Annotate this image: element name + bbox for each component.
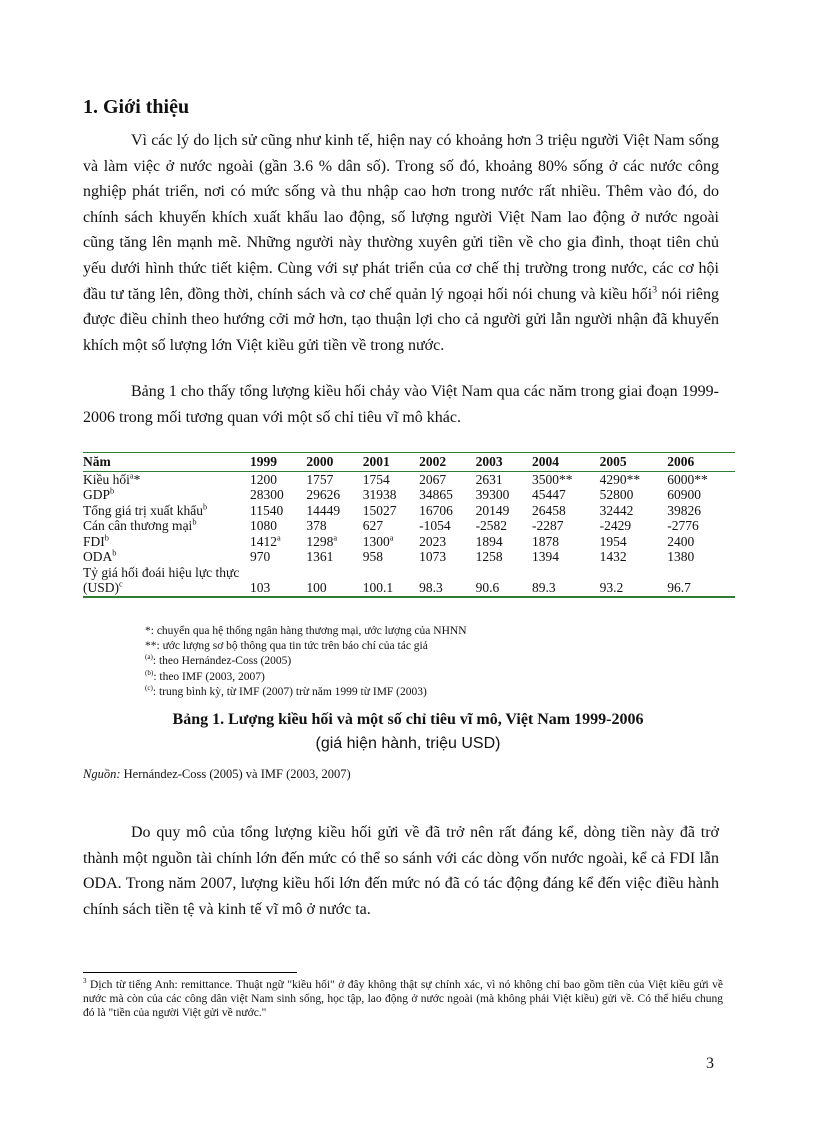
table-cell xyxy=(667,471,735,487)
table-cell xyxy=(363,518,419,534)
cell-value: 970 xyxy=(250,549,271,564)
row-label-text: Cán cân thương mại xyxy=(83,518,193,533)
table-cell xyxy=(306,549,362,565)
cell-value: 4290** xyxy=(599,471,641,487)
cell-value: 31938 xyxy=(362,487,397,502)
table-cell xyxy=(667,518,735,534)
cell-value: 11540 xyxy=(250,502,284,518)
table-cell xyxy=(476,565,532,597)
intro-paragraph xyxy=(83,128,719,358)
header-year: 2002 xyxy=(419,454,447,469)
row-label-sup: b xyxy=(110,486,115,496)
cell-sup: a xyxy=(389,533,394,542)
table-cell xyxy=(363,471,419,487)
row-label-text: Tổng giá trị xuất khẩu xyxy=(83,502,203,518)
row-label-text: Kiều hối xyxy=(83,471,130,487)
table-cell xyxy=(363,565,419,597)
table-caption-subtitle: (giá hiện hành, triệu USD) xyxy=(315,735,501,752)
table-cell xyxy=(250,503,306,519)
cell-value: 14449 xyxy=(306,502,341,518)
table-cell xyxy=(667,503,735,519)
table-cell xyxy=(600,534,668,550)
note-line xyxy=(145,639,467,654)
cell-value: 39300 xyxy=(475,487,510,502)
cell-value: 1432 xyxy=(599,549,627,564)
cell-value: -1054 xyxy=(419,518,451,533)
table-cell xyxy=(532,503,600,519)
table-header-row xyxy=(83,453,735,472)
cell-value: 100.1 xyxy=(362,580,394,595)
cell-value: 20149 xyxy=(475,502,510,518)
cell-value: 96.7 xyxy=(667,580,691,595)
header-year: 2003 xyxy=(475,454,503,469)
table-cell xyxy=(306,471,362,487)
table-caption: Bảng 1. Lượng kiều hối và một số chỉ tiêu vĩ mô, Việt Nam 1999-2006 xyxy=(172,711,644,728)
table-cell xyxy=(250,565,306,597)
row-label-sup: b xyxy=(104,533,109,542)
cell-value: 2023 xyxy=(419,533,447,549)
table-cell xyxy=(306,487,362,503)
section-heading: 1. Giới thiệu xyxy=(83,96,190,118)
cell-value: 1298 xyxy=(306,533,334,549)
cell-value: 98.3 xyxy=(419,580,443,595)
row-label xyxy=(83,534,250,550)
table-row xyxy=(83,471,735,487)
note-line xyxy=(145,685,467,700)
note-marker: (a) xyxy=(145,653,153,662)
cell-value: 39826 xyxy=(667,502,702,518)
note-marker: (c) xyxy=(145,683,153,692)
remittance-table xyxy=(83,452,735,598)
footnote-ref[interactable]: 3 xyxy=(652,284,658,296)
cell-value: 60900 xyxy=(667,487,702,502)
note-text: **: ước lượng sơ bộ thông qua tin tức trên báo chí của tác giả xyxy=(145,640,428,653)
table-cell xyxy=(532,471,600,487)
cell-value: 52800 xyxy=(599,487,634,502)
table-cell xyxy=(532,549,600,565)
note-line xyxy=(145,654,467,669)
intro-text-part2: nói riêng được điều chỉnh theo hướng cởi mở hơn, tạo thuận lợi cho cả người gửi lẫn người nhận đã khuyến khích một số lượng lớn Việt kiều gửi tiền về trong nước. xyxy=(83,285,720,354)
footnote xyxy=(83,978,723,1021)
note-text: : theo Hernández-Coss (2005) xyxy=(152,655,292,668)
table-cell xyxy=(419,549,475,565)
cell-value: 1300 xyxy=(362,533,390,549)
cell-value: 90.6 xyxy=(475,580,500,595)
cell-value: 1080 xyxy=(250,518,277,533)
cell-value: 1412 xyxy=(250,533,277,549)
table-row xyxy=(83,518,735,534)
table-cell xyxy=(363,534,419,550)
footnote-text: Dịch từ tiếng Anh: remittance. Thuật ngữ "kiều hối" ở đây không thật sự chính xác, vì nó không chỉ bao gồm tiền của Việt kiều gửi về nước mà còn của các công dân việt Nam sinh sống, học tập, lao động ở nước ngoài (mà không phải Việt kiều) gửi về. Có thể hiểu chung đó là "tiền của người Việt gửi về nước." xyxy=(83,979,723,1020)
table-cell xyxy=(476,549,532,565)
row-label-sup: c xyxy=(119,579,123,589)
table-cell xyxy=(476,487,532,503)
cell-value: 1380 xyxy=(667,549,695,564)
row-label xyxy=(83,503,250,519)
header-year: 2005 xyxy=(599,454,627,469)
cell-value: 93.2 xyxy=(599,580,624,595)
table-row xyxy=(83,487,735,503)
cell-value: 89.3 xyxy=(531,580,556,595)
table-cell xyxy=(250,534,306,550)
table-cell xyxy=(419,471,475,487)
cell-value: 29626 xyxy=(306,487,341,502)
row-label-sup: b xyxy=(202,502,208,511)
source-text: Hernández-Coss (2005) và IMF (2003, 2007) xyxy=(120,767,351,781)
cell-value: 103 xyxy=(250,580,271,595)
header-year-label: Năm xyxy=(83,454,111,469)
row-label-sup: b xyxy=(112,548,117,558)
cell-value: 32442 xyxy=(599,502,634,518)
table-cell xyxy=(600,565,668,597)
cell-value: 2067 xyxy=(419,471,447,487)
cell-value: 2400 xyxy=(667,533,695,549)
cell-value: 45447 xyxy=(531,487,566,502)
row-label-suffix: * xyxy=(133,471,141,487)
header-year: 2006 xyxy=(667,454,695,469)
row-label xyxy=(83,471,250,487)
header-year: 2000 xyxy=(306,454,334,469)
cell-value: 2631 xyxy=(475,471,503,487)
table-cell xyxy=(419,487,475,503)
cell-value: 1894 xyxy=(475,533,503,549)
header-year: 2001 xyxy=(362,454,390,469)
intro-text-part1: Vì các lý do lịch sử cũng như kinh tế, hiện nay có khoảng hơn 3 triệu người Việt Nam sống và làm việc ở nước ngoài (gần 3.6 % dân số). Trong số đó, khoảng 80% sống ở các nước công nghiệp phát triển, nơi có mức sống và thu nhập cao hơn trong nước rất nhiều. Thêm vào đó, do chính sách khuyến khích xuất khẩu lao động, số lượng người Việt Nam lao động ở nước ngoài cũng tăng lên mạnh mẽ. Những người này thường xuyên gửi tiền về cho gia đình, thoạt tiên chủ yếu dưới hình thức tiết kiệm. Cùng với sự phát triển của cơ chế thị trường trong nước, các cơ hội đầu tư tăng lên, đồng thời, chính sách và cơ chế quản lý ngoại hối nói chung và kiều hối xyxy=(83,132,719,303)
cell-value: 16706 xyxy=(419,502,453,518)
table-cell xyxy=(476,471,532,487)
table-cell xyxy=(306,534,362,550)
table-row xyxy=(83,503,735,519)
note-text: : theo IMF (2003, 2007) xyxy=(153,670,265,683)
table-cell xyxy=(476,518,532,534)
table-cell xyxy=(419,503,475,519)
table-cell xyxy=(476,534,532,550)
table-cell xyxy=(250,549,306,565)
table-row xyxy=(83,549,735,565)
cell-value: 1878 xyxy=(531,533,559,549)
cell-value: 26458 xyxy=(531,502,566,518)
row-label-text: Tỷ giá hối đoái hiệu lực thực (USD) xyxy=(83,564,240,595)
note-text: *: chuyển qua hệ thống ngân hàng thương mại, ước lượng của NHNN xyxy=(145,625,467,637)
cell-sup: a xyxy=(277,533,281,542)
note-text: : trung bình kỳ, từ IMF (2007) trừ năm 1999 từ IMF (2003) xyxy=(152,685,427,698)
cell-value: 1757 xyxy=(306,471,334,487)
table-cell xyxy=(306,503,362,519)
table-cell xyxy=(306,565,362,597)
row-label xyxy=(83,487,250,503)
note-line xyxy=(145,624,467,639)
cell-value: 1073 xyxy=(419,549,447,564)
table-cell xyxy=(532,487,600,503)
cell-value: 627 xyxy=(362,518,384,533)
cell-value: 958 xyxy=(362,549,384,564)
table-cell xyxy=(306,518,362,534)
row-label-text: ODA xyxy=(83,549,113,564)
footnote-divider xyxy=(83,972,297,973)
table-cell xyxy=(419,518,475,534)
table-row xyxy=(83,565,735,597)
row-label xyxy=(83,549,250,565)
table-body xyxy=(83,471,735,597)
table-cell xyxy=(419,565,475,597)
table-cell xyxy=(667,534,735,550)
cell-value: -2776 xyxy=(667,518,699,533)
cell-value: 1200 xyxy=(250,471,277,487)
cell-value: 34865 xyxy=(419,487,453,502)
table-cell xyxy=(600,518,668,534)
table-cell xyxy=(600,471,668,487)
note-marker: (b) xyxy=(145,668,154,677)
table-cell xyxy=(600,487,668,503)
cell-value: 3500** xyxy=(531,471,573,487)
table-cell xyxy=(532,518,600,534)
row-label xyxy=(83,518,250,534)
table-cell xyxy=(476,503,532,519)
row-label-sup: a xyxy=(129,471,134,480)
row-label-sup: b xyxy=(192,517,197,527)
cell-value: -2287 xyxy=(531,518,564,533)
cell-value: 1394 xyxy=(531,549,559,564)
table-cell xyxy=(250,471,306,487)
cell-value: 1954 xyxy=(599,533,627,549)
table-cell xyxy=(363,503,419,519)
table-cell xyxy=(600,549,668,565)
table-notes xyxy=(145,624,467,700)
table-cell xyxy=(667,487,735,503)
cell-value: 28300 xyxy=(250,487,284,502)
row-label-text: GDP xyxy=(83,487,111,502)
table-intro-paragraph: Bảng 1 cho thấy tổng lượng kiều hối chảy vào Việt Nam qua các năm trong giai đoạn 1999-2006 trong mối tương quan với một số chỉ tiêu vĩ mô khác. xyxy=(83,383,719,426)
cell-value: 1754 xyxy=(362,471,390,487)
cell-value: 15027 xyxy=(362,502,397,518)
cell-value: -2429 xyxy=(599,518,632,533)
cell-value: 6000** xyxy=(667,471,708,487)
table-cell xyxy=(532,565,600,597)
cell-value: 100 xyxy=(306,580,327,595)
table-cell xyxy=(419,534,475,550)
conclusion-paragraph: Do quy mô của tổng lượng kiều hối gửi về đã trở nên rất đáng kể, dòng tiền này đã trở thành một nguồn tài chính lớn đến mức có thể so sánh với các dòng vốn nước ngoài, kể cả FDI lẫn ODA. Trong năm 2007, lượng kiều hối lớn đến mức nó đã có tác động đáng kể đến việc điều hành chính sách tiền tệ và kinh tế vĩ mô ở nước ta. xyxy=(83,824,719,918)
row-label xyxy=(83,565,250,597)
table-cell xyxy=(667,565,735,597)
table-cell xyxy=(250,487,306,503)
header-year: 1999 xyxy=(250,454,277,469)
cell-value: -2582 xyxy=(475,518,508,533)
source-label: Nguồn: xyxy=(83,767,121,781)
table-cell xyxy=(250,518,306,534)
cell-value: 1361 xyxy=(306,549,334,564)
table-cell xyxy=(600,503,668,519)
footnote-number: 3 xyxy=(83,977,87,986)
cell-sup: a xyxy=(333,533,338,542)
page-number: 3 xyxy=(706,1055,714,1072)
table-cell xyxy=(363,549,419,565)
cell-value: 1258 xyxy=(475,549,503,564)
table-cell xyxy=(363,487,419,503)
row-label-text: FDI xyxy=(83,533,105,549)
table-row xyxy=(83,534,735,550)
cell-value: 378 xyxy=(306,518,327,533)
note-line xyxy=(145,670,467,685)
source-line xyxy=(83,767,351,782)
table-cell xyxy=(532,534,600,550)
table-cell xyxy=(667,549,735,565)
header-year: 2004 xyxy=(531,454,559,469)
